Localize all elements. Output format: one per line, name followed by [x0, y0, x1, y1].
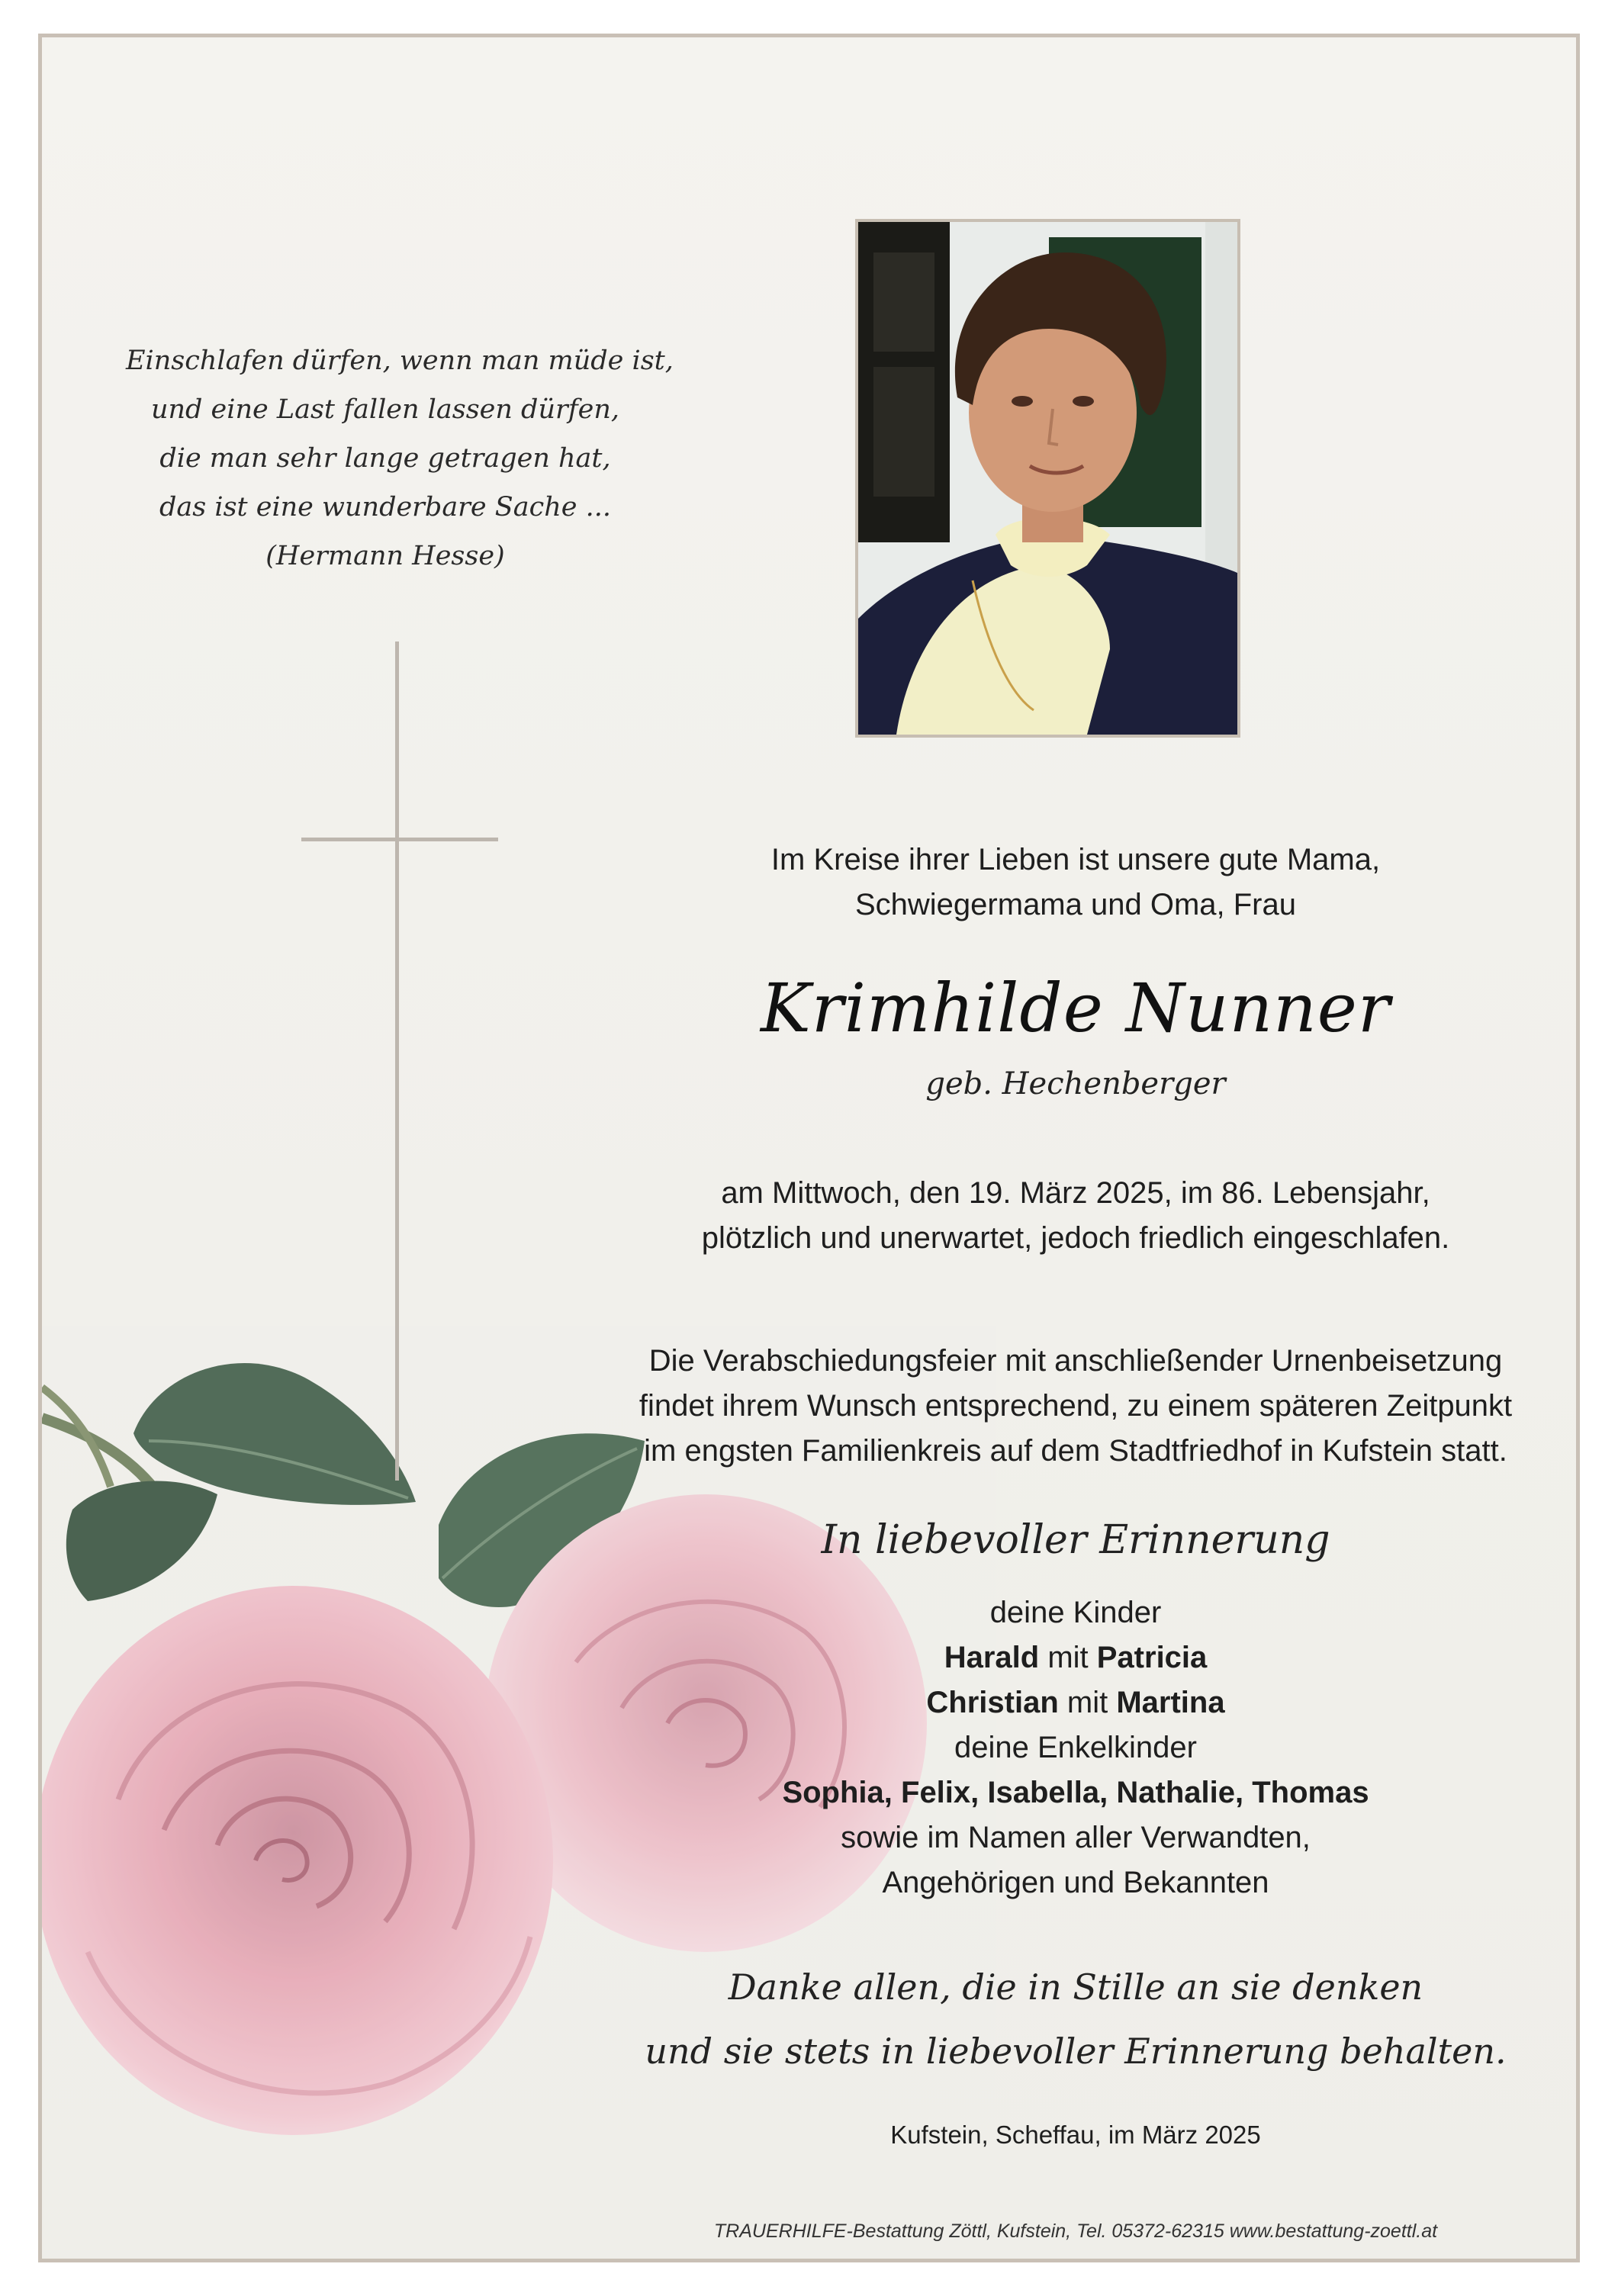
birth-name: geb. Hechenberger [925, 1066, 1226, 1101]
memory-heading: In liebevoller Erinnerung [821, 1517, 1330, 1563]
hesse-quote [126, 336, 674, 580]
grandchildren-list: Sophia, Felix, Isabella, Nathalie, Thomas [782, 1776, 1369, 1809]
partner-name: Patricia [1096, 1641, 1208, 1674]
death-notice [576, 1171, 1575, 1261]
thanks-line: und sie stets in liebevoller Erinnerung behalten. [645, 2031, 1507, 2072]
child-entry [576, 1680, 1575, 1725]
cross-icon [395, 642, 399, 1481]
child-name: Harald [944, 1641, 1040, 1674]
ceremony-line: im engsten Familienkreis auf dem Stadtfriedhof in Kufstein statt. [644, 1434, 1507, 1468]
children-label: deine Kinder [989, 1596, 1162, 1629]
child-entry [576, 1635, 1575, 1680]
ceremony-notice [576, 1339, 1575, 1474]
joiner: mit [1058, 1686, 1117, 1719]
place-date: Kufstein, Scheffau, im März 2025 [890, 2121, 1261, 2149]
mourners-list [576, 1590, 1575, 1905]
relatives-line: Angehörigen und Bekannten [882, 1866, 1269, 1899]
child-name: Christian [926, 1686, 1059, 1719]
death-line: am Mittwoch, den 19. März 2025, im 86. Lebensjahr, [721, 1176, 1430, 1210]
thanks-line: Danke allen, die in Stille an sie denken [728, 1966, 1423, 2008]
grandchildren-names [576, 1770, 1575, 1815]
ceremony-line: Die Verabschiedungsfeier mit anschließender Urnenbeisetzung [648, 1344, 1503, 1378]
intro-text [576, 838, 1575, 928]
quote-line: Einschlafen dürfen, wenn man müde ist, [126, 346, 674, 376]
partner-name: Martina [1116, 1686, 1225, 1719]
funeral-home-footer: TRAUERHILFE-Bestattung Zöttl, Kufstein, Tel. 05372-62315 www.bestattung-zoettl.at [713, 2220, 1438, 2242]
portrait-photo [855, 219, 1240, 738]
death-line: plötzlich und unerwartet, jedoch friedlich eingeschlafen. [701, 1221, 1450, 1255]
intro-line: Schwiegermama und Oma, Frau [854, 888, 1296, 921]
cross-icon-bar [301, 838, 498, 841]
relatives-line: sowie im Namen aller Verwandten, [841, 1821, 1311, 1854]
quote-author: (Hermann Hesse) [265, 541, 505, 571]
intro-line: Im Kreise ihrer Lieben ist unsere gute Mama, [770, 843, 1381, 876]
deceased-name: Krimhilde Nunner [761, 969, 1391, 1047]
quote-line: und eine Last fallen lassen dürfen, [150, 394, 620, 425]
obituary-card [38, 34, 1580, 2262]
quote-line: die man sehr lange getragen hat, [159, 443, 611, 474]
grandchildren-label: deine Enkelkinder [954, 1731, 1197, 1764]
ceremony-line: findet ihrem Wunsch entsprechend, zu einem späteren Zeitpunkt [639, 1389, 1513, 1423]
joiner: mit [1039, 1641, 1097, 1674]
quote-line: das ist eine wunderbare Sache ... [159, 492, 611, 523]
thanks-text [576, 1955, 1575, 2083]
